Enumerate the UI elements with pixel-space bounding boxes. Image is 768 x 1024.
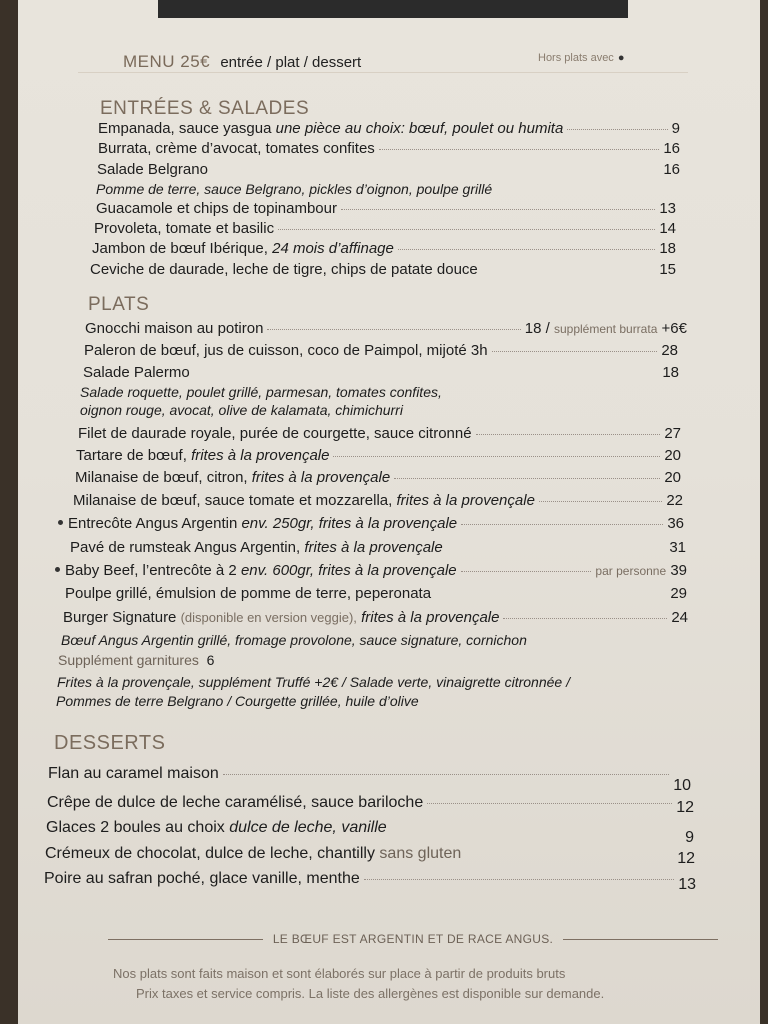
menu-item <box>97 161 680 179</box>
supplement-price: 6 <box>206 652 215 668</box>
item-name <box>63 609 499 627</box>
menu-item <box>96 200 676 218</box>
menu-item <box>76 447 681 465</box>
menu-subtitle: entrée / plat / dessert <box>220 54 362 71</box>
item-detail: frites à la provençale <box>191 447 330 464</box>
item-price: 12 <box>676 799 694 816</box>
item-price-value: 39 <box>670 562 687 579</box>
dot-leader <box>567 129 667 130</box>
top-band <box>158 0 628 18</box>
item-price: 31 <box>669 539 686 556</box>
dot-leader <box>427 803 672 804</box>
item-name-text: Milanaise de bœuf, citron, <box>75 469 248 486</box>
item-name <box>46 819 387 837</box>
item-name: Provoleta, tomate et basilic <box>94 220 275 237</box>
item-price: 16 <box>663 140 680 157</box>
item-price: 10 <box>673 777 691 794</box>
price-note: par personne <box>595 564 667 578</box>
dot-leader <box>398 249 655 250</box>
dot-leader <box>341 209 655 210</box>
menu-item <box>98 140 680 158</box>
item-price: 9 <box>671 120 680 137</box>
item-detail: frites à la provençale <box>304 539 443 556</box>
supplement-options: Frites à la provençale, supplément Truffé +2€ / Salade verte, vinaigrette citronnée / <box>57 674 570 690</box>
item-description: Pomme de terre, sauce Belgrano, pickles d’oignon, poulpe grillé <box>96 181 493 197</box>
item-note: (disponible en version veggie), <box>180 610 357 625</box>
item-name-text: Tartare de bœuf, <box>76 447 187 464</box>
menu-item <box>85 320 687 338</box>
item-detail: 24 mois d’affinage <box>272 240 394 257</box>
footer-rule <box>563 939 718 940</box>
item-name: Poulpe grillé, émulsion de pomme de terre, peperonata <box>65 585 432 602</box>
bullet-icon <box>55 567 60 572</box>
menu-header <box>123 52 361 72</box>
dot-leader <box>539 501 662 502</box>
menu-item <box>98 120 680 138</box>
item-price: 13 <box>678 876 696 893</box>
item-name: Salade Belgrano <box>97 161 208 178</box>
item-price: 29 <box>670 585 687 602</box>
dot-leader <box>503 618 667 619</box>
item-name <box>98 120 563 138</box>
menu-item <box>92 240 676 258</box>
item-price: 28 <box>661 342 678 359</box>
hors-plats <box>538 52 624 64</box>
item-name: Filet de daurade royale, purée de courgette, sauce citronné <box>78 425 472 442</box>
item-name <box>70 539 443 557</box>
menu-item <box>73 492 683 510</box>
item-name-text: Crémeux de chocolat, dulce de leche, chantilly <box>45 845 375 862</box>
menu-item <box>70 539 686 557</box>
menu-item <box>46 819 694 846</box>
item-price: 18 <box>662 364 679 381</box>
item-detail: une pièce au choix: bœuf, poulet ou humita <box>275 120 564 137</box>
item-name <box>75 469 390 487</box>
item-detail: frites à la provençale <box>251 469 391 486</box>
item-name <box>92 240 394 258</box>
supplement-price: +6€ <box>661 320 687 337</box>
menu-item <box>44 870 696 893</box>
item-name <box>73 492 535 510</box>
dot-leader <box>333 456 660 457</box>
item-price: 20 <box>664 447 681 464</box>
footer-note: Nos plats sont faits maison et sont élaborés sur place à partir de produits bruts <box>113 966 566 981</box>
section-title-entrees: ENTRÉES & SALADES <box>100 98 310 119</box>
item-name: Flan au caramel maison <box>48 765 219 782</box>
supplement-options: Pommes de terre Belgrano / Courgette grillée, huile d’olive <box>56 693 419 709</box>
item-name-text: Jambon de bœuf Ibérique, <box>92 240 268 257</box>
menu-item <box>94 220 676 238</box>
dot-leader <box>379 149 660 150</box>
menu-item <box>84 342 678 360</box>
menu-title: MENU 25€ <box>123 52 211 71</box>
item-note: sans gluten <box>379 845 462 862</box>
dot-leader <box>364 879 674 880</box>
menu-item <box>65 585 687 603</box>
item-price: 16 <box>663 161 680 178</box>
dot-leader <box>278 229 655 230</box>
dot-leader <box>394 478 660 479</box>
item-name: Burrata, crème d’avocat, tomates confites <box>98 140 375 157</box>
menu-item <box>83 364 679 382</box>
item-name-text: Glaces 2 boules au choix <box>46 819 225 836</box>
dot-leader <box>476 434 661 435</box>
item-name: Salade Palermo <box>83 364 190 381</box>
supplement-garnitures <box>58 652 214 668</box>
dot-leader <box>492 351 658 352</box>
dot-leader <box>267 329 520 330</box>
item-price: 36 <box>667 515 684 532</box>
item-price: 20 <box>664 469 681 486</box>
bullet-icon <box>58 520 63 525</box>
item-price: 22 <box>666 492 683 509</box>
item-price-value: 18 <box>524 320 542 337</box>
menu-item <box>75 469 681 487</box>
item-name <box>45 845 461 863</box>
item-name <box>58 515 457 533</box>
item-name-text: Milanaise de bœuf, sauce tomate et mozzarella, <box>73 492 393 509</box>
item-price: 12 <box>677 850 695 867</box>
item-price <box>525 320 687 338</box>
dot-leader <box>461 524 663 525</box>
item-price: 9 <box>685 829 694 846</box>
item-name: Poire au safran poché, glace vanille, menthe <box>44 870 360 887</box>
item-name <box>55 562 457 580</box>
item-name-text: Burger Signature <box>63 609 177 626</box>
item-name-text: Empanada, sauce yasgua <box>98 120 272 137</box>
price-separator: / <box>545 320 550 337</box>
dot-leader <box>461 571 592 572</box>
item-price: 24 <box>671 609 688 626</box>
footer-tagline: LE BŒUF EST ARGENTIN ET DE RACE ANGUS. <box>272 932 554 946</box>
item-detail: dulce de leche, vanille <box>229 819 387 836</box>
item-description: Salade roquette, poulet grillé, parmesan, tomates confites, <box>80 384 442 400</box>
item-detail: frites à la provençale <box>361 609 500 626</box>
item-name-text: Baby Beef, l’entrecôte à 2 <box>65 562 237 579</box>
item-name: Ceviche de daurade, leche de tigre, chips de patate douce <box>90 261 478 278</box>
menu-item <box>63 609 688 627</box>
menu-item <box>55 562 687 580</box>
menu-item <box>90 261 676 279</box>
menu-page <box>18 0 760 1024</box>
hors-plats-label: Hors plats avec <box>538 52 614 64</box>
item-name: Crêpe de dulce de leche caramélisé, sauce bariloche <box>47 794 424 811</box>
item-description: Bœuf Angus Argentin grillé, fromage provolone, sauce signature, cornichon <box>61 632 527 648</box>
item-price: 14 <box>659 220 676 237</box>
menu-item <box>58 515 684 533</box>
item-price: 13 <box>659 200 676 217</box>
section-title-desserts: DESSERTS <box>54 732 166 754</box>
footer-rule <box>108 939 263 940</box>
item-name: Gnocchi maison au potiron <box>85 320 264 337</box>
section-title-plats: PLATS <box>88 294 150 315</box>
item-name-text: Pavé de rumsteak Angus Argentin, <box>70 539 301 556</box>
bullet-icon: ● <box>617 52 625 64</box>
item-description: oignon rouge, avocat, olive de kalamata, chimichurri <box>80 402 403 418</box>
menu-item <box>48 765 691 794</box>
item-name-text: Entrecôte Angus Argentin <box>68 515 238 532</box>
menu-item <box>45 845 695 867</box>
item-price <box>595 562 687 580</box>
header-divider <box>78 72 688 73</box>
menu-item <box>78 425 681 443</box>
supplement-label: supplément burrata <box>553 322 658 336</box>
item-detail: env. 250gr, frites à la provençale <box>241 515 458 532</box>
item-name <box>76 447 329 465</box>
footer-note: Prix taxes et service compris. La liste des allergènes est disponible sur demande. <box>136 986 605 1001</box>
item-price: 27 <box>664 425 681 442</box>
menu-item <box>47 794 694 816</box>
item-name: Paleron de bœuf, jus de cuisson, coco de Paimpol, mijoté 3h <box>84 342 488 359</box>
item-price: 15 <box>659 261 676 278</box>
item-detail: frites à la provençale <box>396 492 535 509</box>
item-name: Guacamole et chips de topinambour <box>96 200 337 217</box>
item-price: 18 <box>659 240 676 257</box>
supplement-label: Supplément garnitures <box>58 652 199 668</box>
item-detail: env. 600gr, frites à la provençale <box>240 562 457 579</box>
dot-leader <box>223 774 669 775</box>
footer-tagline-row <box>108 932 718 946</box>
